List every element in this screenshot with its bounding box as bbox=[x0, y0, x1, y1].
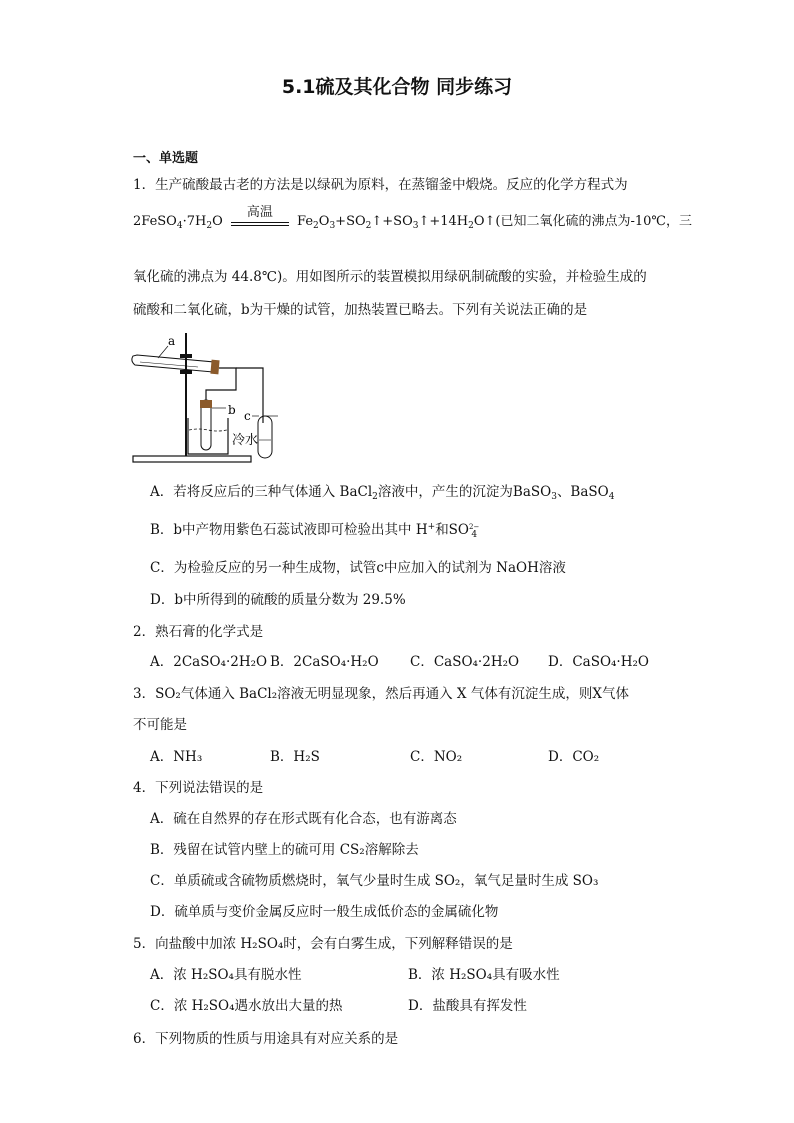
question-5-options-row-2 bbox=[150, 994, 670, 1014]
question-4-option-a[interactable]: A．硫在自然界的存在形式既有化合态，也有游离态 bbox=[150, 811, 457, 827]
apparatus-figure bbox=[128, 328, 288, 468]
question-2-option-c[interactable]: C．CaSO₄·2H₂O bbox=[410, 654, 520, 670]
question-4-option-d[interactable]: D．硫单质与变价金属反应时一般生成低价态的金属硫化物 bbox=[150, 904, 499, 920]
reaction-condition: 高温 bbox=[231, 211, 289, 233]
question-3-stem-2: 不可能是 bbox=[133, 717, 187, 733]
question-2-option-a[interactable]: A．2CaSO₄·2H₂O bbox=[150, 654, 268, 670]
question-1-line-3: 硫酸和二氧化硫，b为干燥的试管，加热装置已略去。下列有关说法正确的是 bbox=[133, 302, 588, 318]
section-heading: 一、单选题 bbox=[133, 151, 199, 166]
label-cold-water: 冷水 bbox=[232, 433, 259, 448]
question-1-line-2: 氧化硫的沸点为 44.8℃)。用如图所示的装置模拟用绿矾制硫酸的实验，并检验生成的 bbox=[133, 269, 647, 285]
question-5-option-a[interactable]: A．浓 H₂SO₄具有脱水性 bbox=[150, 967, 302, 983]
question-1-option-a[interactable]: A．若将反应后的三种气体通入 BaCl$_2$溶液中，产生的沉淀为BaSO$_3$、BaSO$_4$ bbox=[150, 484, 615, 502]
question-3-stem: 3．SO₂气体通入 BaCl₂溶液无明显现象，然后再通入 X 气体有沉淀生成，则X气体 bbox=[133, 686, 629, 702]
question-5-option-c[interactable]: C．浓 H₂SO₄遇水放出大量的热 bbox=[150, 998, 343, 1014]
question-6-stem: 6．下列物质的性质与用途具有对应关系的是 bbox=[133, 1031, 399, 1047]
question-2-option-d[interactable]: D．CaSO₄·H₂O bbox=[548, 654, 649, 670]
question-3-option-a[interactable]: A．NH₃ bbox=[150, 749, 203, 765]
page-title: 5.1硫及其化合物 同步练习 bbox=[281, 76, 513, 98]
chemical-equation: $2FeSO_4\cdot 7H_2O$ 高温 $Fe_2O_3+SO_2↑+SO_3↑+14H_2O↑$(已知二氧化硫的沸点为-10℃，三 bbox=[133, 204, 692, 231]
question-2-stem: 2．熟石膏的化学式是 bbox=[133, 624, 264, 640]
label-b: b bbox=[228, 403, 236, 417]
question-3-options bbox=[150, 745, 670, 765]
question-1-stem: 1．生产硫酸最古老的方法是以绿矾为原料，在蒸镏釜中煅烧。反应的化学方程式为 bbox=[133, 177, 628, 193]
question-3-option-d[interactable]: D．CO₂ bbox=[548, 749, 600, 765]
question-4-stem: 4．下列说法错误的是 bbox=[133, 780, 264, 796]
question-4-option-c[interactable]: C．单质硫或含硫物质燃烧时，氧气少量时生成 SO₂，氧气足量时生成 SO₃ bbox=[150, 873, 599, 889]
question-5-option-b[interactable]: B．浓 H₂SO₄具有吸水性 bbox=[408, 967, 560, 983]
question-1-option-d[interactable]: D．b中所得到的硫酸的质量分数为 29.5% bbox=[150, 592, 406, 608]
question-4-option-b[interactable]: B．残留在试管内壁上的硫可用 CS₂溶解除去 bbox=[150, 842, 419, 858]
question-2-options bbox=[150, 650, 670, 670]
question-1-option-b[interactable]: B．b中产物用紫色石蕊试液即可检验出其中 H+和$SO^{2-}_4$ bbox=[150, 522, 480, 540]
question-3-option-b[interactable]: B．H₂S bbox=[270, 749, 320, 765]
question-5-stem: 5．向盐酸中加浓 H₂SO₄时，会有白雾生成，下列解释错误的是 bbox=[133, 936, 513, 952]
question-1-option-c[interactable]: C．为检验反应的另一种生成物，试管c中应加入的试剂为 NaOH溶液 bbox=[150, 560, 566, 576]
question-5-options-row-1 bbox=[150, 963, 670, 983]
question-3-option-c[interactable]: C．NO₂ bbox=[410, 749, 463, 765]
label-a: a bbox=[168, 334, 176, 348]
question-5-option-d[interactable]: D．盐酸具有挥发性 bbox=[408, 998, 527, 1014]
question-2-option-b[interactable]: B．2CaSO₄·H₂O bbox=[270, 654, 379, 670]
label-c: c bbox=[244, 409, 251, 423]
